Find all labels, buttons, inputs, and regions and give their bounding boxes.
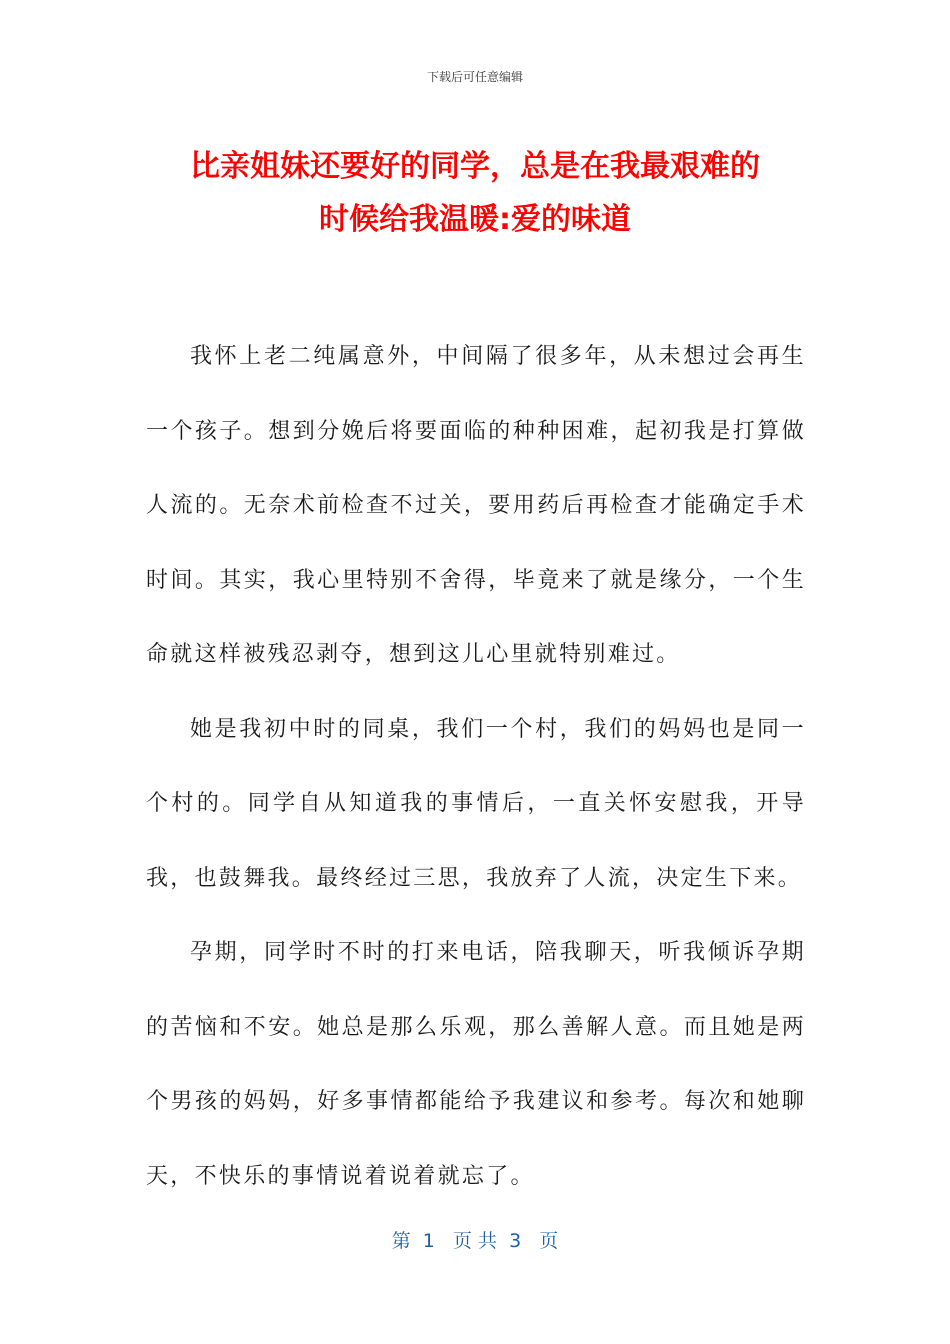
paragraph-1: 我怀上老二纯属意外，中间隔了很多年，从未想过会再生一个孩子。想到分娩后将要面临的种种困难，起初我是打算做人流的。无奈术前检查不过关，要用药后再检查才能确定手术时间。其实，我心里特别不舍得，毕竟来了就是缘分，一个生命就这样被残忍剥夺，想到这儿心里就特别难过。: [146, 344, 806, 667]
paragraph-2: 她是我初中时的同桌，我们一个村，我们的妈妈也是同一个村的。同学自从知道我的事情后，一直关怀安慰我，开导我，也鼓舞我。最终经过三思，我放弃了人流，决定生下来。: [146, 716, 806, 891]
header-note: 下载后可任意编辑: [426, 70, 523, 84]
document-title: [150, 140, 800, 246]
title-line-2: 时候给我温暖:爱的味道: [319, 202, 631, 237]
title-line-1: 比亲姐妹还要好的同学，总是在我最艰难的: [190, 149, 760, 184]
paragraph-3: 孕期，同学时不时的打来电话，陪我聊天，听我倾诉孕期的苦恼和不安。她总是那么乐观，那么善解人意。而且她是两个男孩的妈妈，好多事情都能给予我建议和参考。每次和她聊天，不快乐的事情说着说着就忘了。: [146, 940, 806, 1189]
page-number-footer: 第 1 页 共 3 页: [391, 1230, 559, 1252]
document-body: [146, 320, 806, 1214]
